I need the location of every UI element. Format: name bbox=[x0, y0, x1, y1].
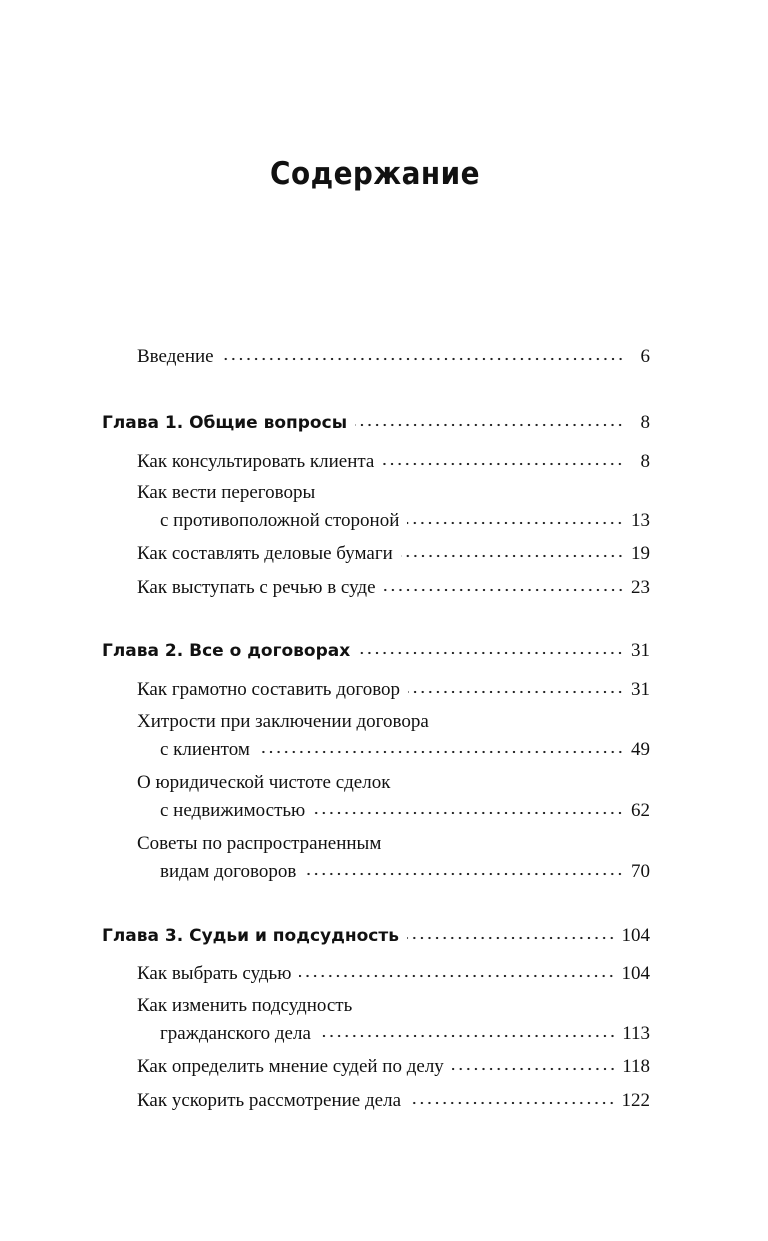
page-number: 8 bbox=[640, 451, 650, 472]
toc-entry bbox=[137, 1087, 650, 1115]
page-number: 23 bbox=[631, 577, 650, 598]
page-number: 70 bbox=[631, 861, 650, 882]
toc-entry-title: Как выбрать судью bbox=[137, 963, 292, 984]
toc-entry-title: Как изменить подсудность bbox=[137, 995, 353, 1016]
dot-leader bbox=[384, 587, 624, 593]
dot-leader bbox=[382, 461, 624, 467]
page-number: 118 bbox=[622, 1056, 650, 1077]
toc-entry-title: Советы по распространенным bbox=[137, 833, 382, 854]
page-number: 122 bbox=[621, 1090, 650, 1111]
dot-leader bbox=[407, 520, 624, 526]
toc-entry bbox=[137, 676, 650, 704]
dot-leader bbox=[355, 422, 624, 428]
dot-leader bbox=[304, 871, 624, 877]
dot-leader bbox=[401, 553, 624, 559]
dot-leader bbox=[409, 1100, 616, 1106]
toc-entry-title: Глава 1. Общие вопросы bbox=[102, 413, 348, 433]
toc-entry-title: гражданского дела bbox=[160, 1023, 311, 1044]
page-title: Содержание bbox=[270, 156, 480, 192]
page-number: 6 bbox=[640, 346, 650, 367]
dot-leader bbox=[358, 650, 624, 656]
toc-entry-title: с недвижимостью bbox=[160, 800, 306, 821]
toc-entry bbox=[137, 343, 650, 371]
dot-leader bbox=[407, 935, 616, 941]
page-number: 13 bbox=[631, 510, 650, 531]
page-number: 31 bbox=[631, 679, 650, 700]
toc-entry bbox=[137, 769, 650, 825]
toc-entry bbox=[137, 960, 650, 988]
toc-entry-title: Как составлять деловые бумаги bbox=[137, 543, 393, 564]
toc-chapter bbox=[102, 409, 650, 437]
toc-chapter bbox=[102, 922, 650, 950]
page-number: 104 bbox=[621, 925, 650, 946]
toc-entry bbox=[137, 448, 650, 476]
dot-leader bbox=[452, 1066, 616, 1072]
toc-entry bbox=[137, 479, 650, 535]
toc-entry-title: Как ускорить рассмотрение дела bbox=[137, 1090, 401, 1111]
dot-leader bbox=[258, 749, 624, 755]
dot-leader bbox=[313, 810, 624, 816]
toc-entry bbox=[137, 992, 650, 1048]
toc-entry bbox=[137, 540, 650, 568]
toc-entry-title: Как вести переговоры bbox=[137, 482, 316, 503]
toc-entry-title: с противоположной стороной bbox=[160, 510, 400, 531]
toc-entry bbox=[137, 708, 650, 764]
page-number: 113 bbox=[622, 1023, 650, 1044]
toc-entry bbox=[137, 830, 650, 886]
toc-entry-title: Введение bbox=[137, 346, 214, 367]
toc-entry-title: Глава 2. Все о договорах bbox=[102, 641, 351, 661]
toc-entry-title: Хитрости при заключении договора bbox=[137, 711, 429, 732]
page-number: 8 bbox=[640, 412, 650, 433]
toc-entry-title: О юридической чистоте сделок bbox=[137, 772, 391, 793]
page-number: 49 bbox=[631, 739, 650, 760]
toc-entry-title: с клиентом bbox=[160, 739, 250, 760]
dot-leader bbox=[222, 356, 624, 362]
page-number: 31 bbox=[631, 640, 650, 661]
page-number: 104 bbox=[621, 963, 650, 984]
dot-leader bbox=[319, 1033, 616, 1039]
dot-leader bbox=[299, 973, 615, 979]
page-number: 62 bbox=[631, 800, 650, 821]
toc-entry-title: видам договоров bbox=[160, 861, 297, 882]
toc-entry-title: Как консультировать клиента bbox=[137, 451, 375, 472]
dot-leader bbox=[408, 689, 624, 695]
toc-entry bbox=[137, 1053, 650, 1081]
toc-entry bbox=[137, 574, 650, 602]
toc-chapter bbox=[102, 637, 650, 665]
toc-entry-title: Как определить мнение судей по делу bbox=[137, 1056, 444, 1077]
toc-entry-title: Как выступать с речью в суде bbox=[137, 577, 376, 598]
toc-entry-title: Как грамотно составить договор bbox=[137, 679, 401, 700]
toc-entry-title: Глава 3. Судьи и подсудность bbox=[102, 926, 399, 946]
page-number: 19 bbox=[631, 543, 650, 564]
